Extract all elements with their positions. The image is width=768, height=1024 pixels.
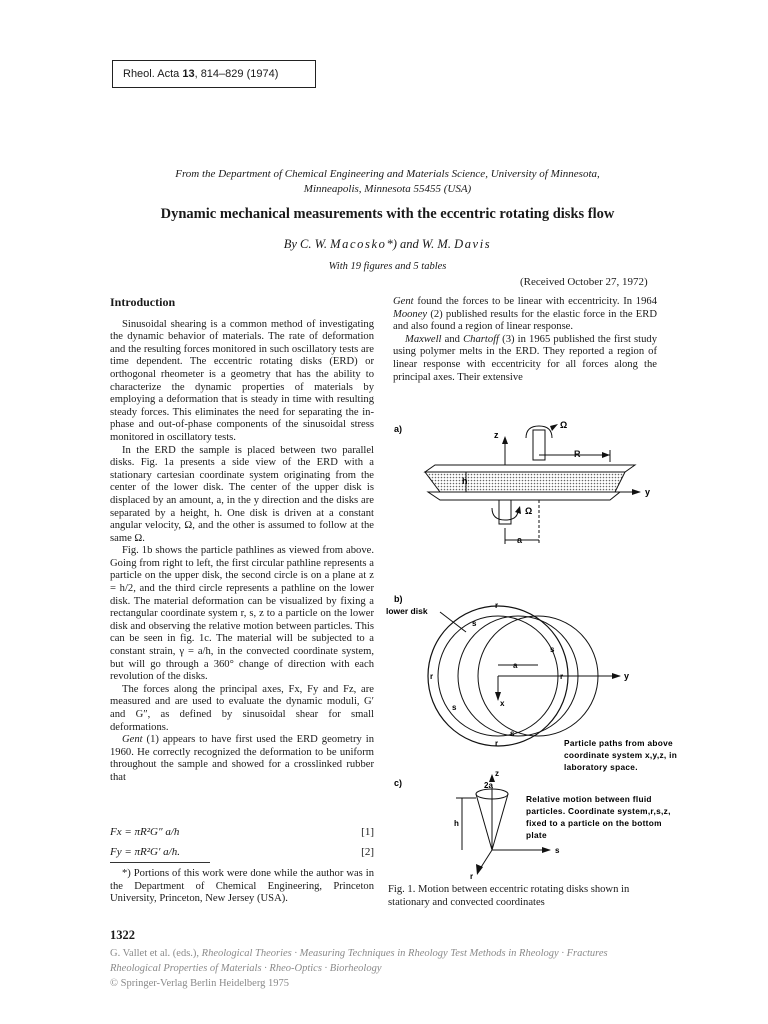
omega-label: Ω [525, 506, 533, 516]
journal-reference [112, 60, 316, 88]
rotation-arrowhead [550, 424, 558, 431]
paragraph: Sinusoidal shearing is a common method of investigating the dynamic behavior of materials. The rate of deformation and the resulting forces monitored in such oscillatory tests are time dependent. The eccentric rotating disks (ERD) or orthogonal rheometer is a geometry that has the ability to characterize the dynamic properties of materials by employing a deformation that is steady in time with resulting steady forces. This eliminates the need for separating the in-phase and out-of-phase components of the sinusoidal stress monitored in oscillatory tests. [110, 318, 374, 443]
radius-arrow [602, 452, 610, 458]
affiliation [110, 167, 665, 197]
equation [110, 826, 374, 838]
page-number: 1322 [110, 928, 135, 942]
sample-layer [425, 472, 625, 492]
panel-b-note: laboratory space. [564, 762, 638, 772]
r-label: r [495, 739, 499, 748]
equation-text: Fx = πR²G″ a/h [110, 826, 180, 838]
s-label: s [550, 645, 555, 654]
offset-label: a [513, 661, 518, 670]
right-column [393, 296, 657, 384]
journal-volume: 13 [182, 68, 195, 80]
journal-name: Rheol. Acta [123, 68, 183, 80]
rotation-arrowhead [515, 506, 521, 514]
panel-c-note: fixed to a particle on the bottom [526, 818, 662, 828]
affiliation-line: From the Department of Chemical Engineering and Materials Science, University of Minnesota, [175, 168, 600, 180]
paragraph: Fig. 1b shows the particle pathlines as viewed from above. Going from right to left, the first circular pathline represents a particle on the upper disk, the second circle is on a plane at z = h/2, and the third circle represents a pathline on the lower disk. The material deformation can be visualized by fixing a rectangular coordinate system r, s, z to a particle on the lower disk and observing the relative motion between particles. This can be seen in fig. 1c. The material will be subjected to a constant strain, γ = a/h, in the convected coordinate system, but will go through a 360° change of direction with each revolution of the disks. [110, 545, 374, 683]
s-label: s [472, 619, 477, 628]
y-label: y [624, 671, 630, 681]
authors [110, 237, 665, 252]
figure-1 [380, 410, 680, 880]
equation-text: Fy = πR²G′ a/h. [110, 846, 180, 858]
r-label: r [560, 672, 564, 681]
paper-title: Dynamic mechanical measurements with the eccentric rotating disks flow [160, 206, 615, 222]
s-label: s [555, 846, 560, 855]
height-label: h [462, 476, 468, 486]
y-arrow [632, 489, 641, 495]
r-label: r [470, 872, 474, 880]
footnote: *) Portions of this work were done while the author was in the Department of Chemical Engineering, Princeton University, Princeton, New Jersey (USA). [110, 868, 374, 905]
x-label: x [500, 699, 505, 708]
paragraph [393, 296, 657, 334]
upper-disk [425, 465, 635, 472]
r-label: r [495, 601, 499, 610]
received-date: (Received October 27, 1972) [520, 276, 648, 288]
equation [110, 846, 374, 858]
y-label: y [645, 487, 651, 497]
figure-caption: Fig. 1. Motion between eccentric rotating disks shown in stationary and convected coordinates [388, 884, 630, 908]
cited-author: Maxwell [405, 333, 442, 345]
panel-a-side-view [425, 420, 650, 545]
paragraph: The forces along the principal axes, Fx, Fy and Fz, are measured and are used to evaluate the dynamic moduli, G′ and G″, as defined by sinusoidal shear for small deformations. [110, 683, 374, 733]
authors-by: By C. W. [283, 237, 331, 251]
section-heading: Introduction [110, 295, 176, 309]
z-arrow [502, 436, 508, 444]
lower-disk [428, 492, 620, 500]
radius-label: R [574, 449, 581, 459]
cone-edge [492, 794, 508, 850]
s-arrow [542, 847, 551, 853]
y-arrow [612, 673, 621, 679]
credit-line [110, 946, 710, 961]
lower-disk-label: lower disk [386, 606, 428, 616]
r-label: r [430, 672, 434, 681]
panel-a-label: a) [394, 424, 403, 434]
s-label: s [510, 729, 515, 738]
footnote-rule [110, 862, 210, 863]
panel-b-note: Particle paths from above [564, 738, 673, 748]
publisher-credit [110, 946, 710, 991]
z-label: z [495, 769, 499, 778]
height-label: h [454, 819, 459, 828]
offset-label: a [517, 535, 523, 545]
credit-book-title: Rheological Theories · Measuring Techniques in Rheology Test Methods in Rheology · Fractures [201, 948, 608, 959]
panel-b-label: b) [394, 594, 403, 604]
cited-author: Mooney [393, 308, 428, 320]
affiliation-line: Minneapolis, Minnesota 55455 (USA) [303, 183, 472, 195]
panel-c-note: plate [526, 830, 547, 840]
panel-b-note: coordinate system x,y,z, in [564, 750, 678, 760]
omega-label: Ω [560, 420, 568, 430]
z-label: z [494, 430, 499, 440]
paragraph-text: found the forces to be linear with eccentricity. In 1964 [413, 296, 657, 307]
credit-line: Rheological Properties of Materials · Rheo-Optics · Biorheology [110, 963, 382, 974]
paragraph: In the ERD the sample is placed between two parallel disks. Fig. 1a presents a side view of the ERD with a stationary cartesian coordinate system originating from the center of the lower disk. The center of the upper disk is displaced by an amount, a, in the y direction and the disks are separated by a height, h. One disk is driven at a constant angular velocity, Ω, and the other is assumed to follow at the same Ω. [110, 444, 374, 544]
diameter-label: 2a [484, 781, 493, 790]
author-name: Davis [454, 237, 492, 251]
paragraph-text: (3) in 1965 published the first study using polymer melts in the ERD. They reported a region of linear response with eccentricity for all forces along the principal axes. Their extensive [393, 333, 658, 383]
author-name: Macosko [330, 237, 387, 251]
paragraph [110, 734, 374, 784]
paragraph [393, 334, 657, 384]
paragraph-text: and [441, 333, 464, 345]
equation-number: [2] [361, 846, 374, 858]
paragraph-text: (2) published results for the elastic force in the ERD and also found a region of linear response. [393, 308, 657, 333]
panel-b-top-view [428, 601, 629, 748]
left-column [110, 296, 374, 785]
figure-count: With 19 figures and 5 tables [328, 261, 447, 272]
paragraph-text: (1) appears to have first used the ERD geometry in 1960. He correctly recognized the deformation to be uniform throughout the sample and showed for a crosslinked rubber that [110, 734, 374, 783]
cited-author: Chartoff [463, 333, 500, 345]
credit-editors: G. Vallet et al. (eds.), [110, 948, 202, 959]
cited-author: Gent [393, 296, 414, 307]
s-label: s [452, 703, 457, 712]
authors-mid: *) and W. M. [386, 237, 455, 251]
journal-pages: , 814–829 (1974) [194, 68, 279, 80]
panel-c-label: c) [394, 778, 403, 788]
equation-number: [1] [361, 826, 374, 838]
panel-c-note: particles. Coordinate system,r,s,z, [526, 806, 671, 816]
cone-edge [476, 794, 492, 850]
cited-author: Gent [122, 734, 143, 746]
panel-c-note: Relative motion between fluid [526, 794, 652, 804]
credit-line: © Springer-Verlag Berlin Heidelberg 1975 [110, 978, 290, 989]
